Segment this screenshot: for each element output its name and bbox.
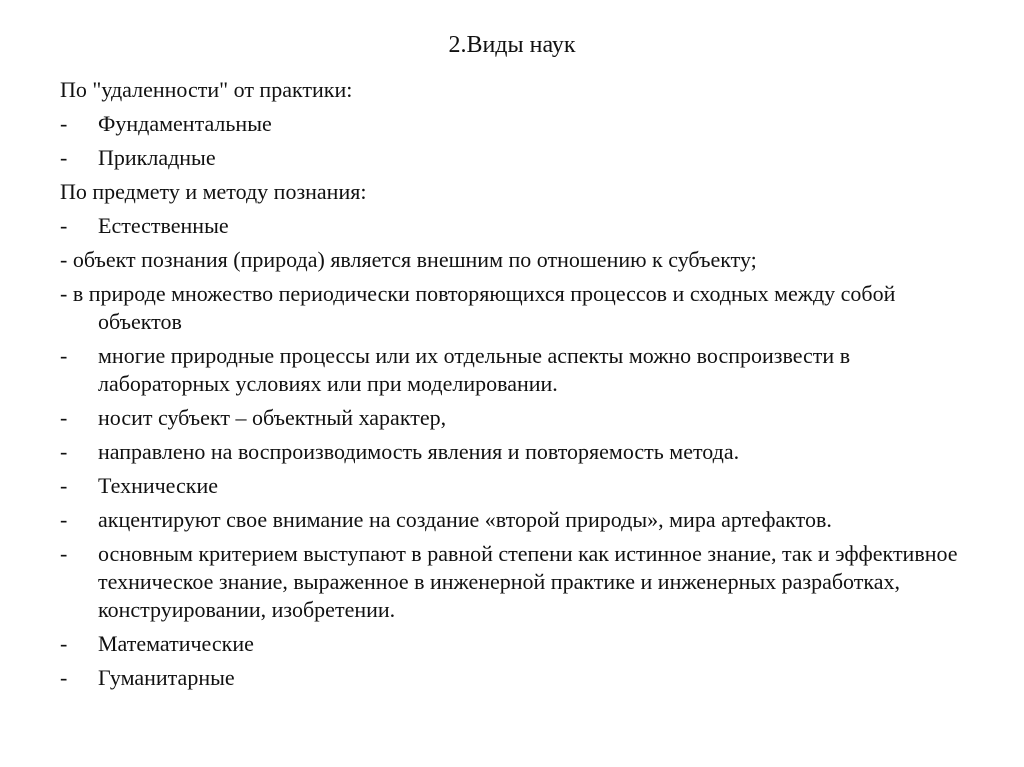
- list-item: [60, 404, 980, 432]
- section-heading: [60, 76, 980, 104]
- line-text: По предмету и методу познания:: [60, 179, 367, 204]
- line-text: многие природные процессы или их отдельные аспекты можно воспроизвести в лабораторных условиях или при моделировании.: [98, 343, 851, 396]
- dash-marker: -: [60, 343, 68, 368]
- line-text: Гуманитарные: [98, 665, 235, 690]
- line-text: - в природе множество периодически повторяющихся процессов и сходных между собой объектов: [60, 281, 896, 334]
- list-item: [60, 438, 980, 466]
- dash-marker: -: [60, 213, 68, 238]
- dash-marker: -: [60, 439, 68, 464]
- list-item: [60, 280, 980, 336]
- line-text: Прикладные: [98, 145, 216, 170]
- line-text: По "удаленности" от практики:: [60, 77, 353, 102]
- line-text: Естественные: [98, 213, 229, 238]
- slide-title: 2.Виды наук: [448, 32, 576, 58]
- line-text: - объект познания (природа) является внешним по отношению к субъекту;: [60, 247, 757, 272]
- dash-marker: -: [60, 145, 68, 170]
- list-item: [60, 144, 980, 172]
- list-item: [60, 630, 980, 658]
- dash-marker: -: [60, 631, 68, 656]
- list-item: [60, 540, 980, 624]
- list-item: [60, 110, 980, 138]
- line-text: Математические: [98, 631, 254, 656]
- dash-marker: -: [60, 541, 68, 566]
- line-text: Фундаментальные: [98, 111, 272, 136]
- dash-marker: -: [60, 507, 68, 532]
- list-item: [60, 342, 980, 398]
- section-heading: [60, 178, 980, 206]
- dash-marker: -: [60, 405, 68, 430]
- line-text: направлено на воспроизводимость явления и повторяемость метода.: [98, 439, 740, 464]
- line-text: Технические: [98, 473, 218, 498]
- dash-marker: -: [60, 665, 68, 690]
- slide-content: [60, 76, 980, 698]
- list-item: [60, 472, 980, 500]
- list-item: [60, 664, 980, 692]
- line-text: носит субъект – объектный характер,: [98, 405, 447, 430]
- dash-marker: -: [60, 473, 68, 498]
- list-item: [60, 246, 980, 274]
- list-item: [60, 506, 980, 534]
- line-text: основным критерием выступают в равной степени как истинное знание, так и эффективное техническое знание, выраженное в инженерной практике и инженерных разработках, конструировании, изобретении.: [98, 541, 958, 622]
- list-item: [60, 212, 980, 240]
- dash-marker: -: [60, 111, 68, 136]
- line-text: акцентируют свое внимание на создание «второй природы», мира артефактов.: [98, 507, 832, 532]
